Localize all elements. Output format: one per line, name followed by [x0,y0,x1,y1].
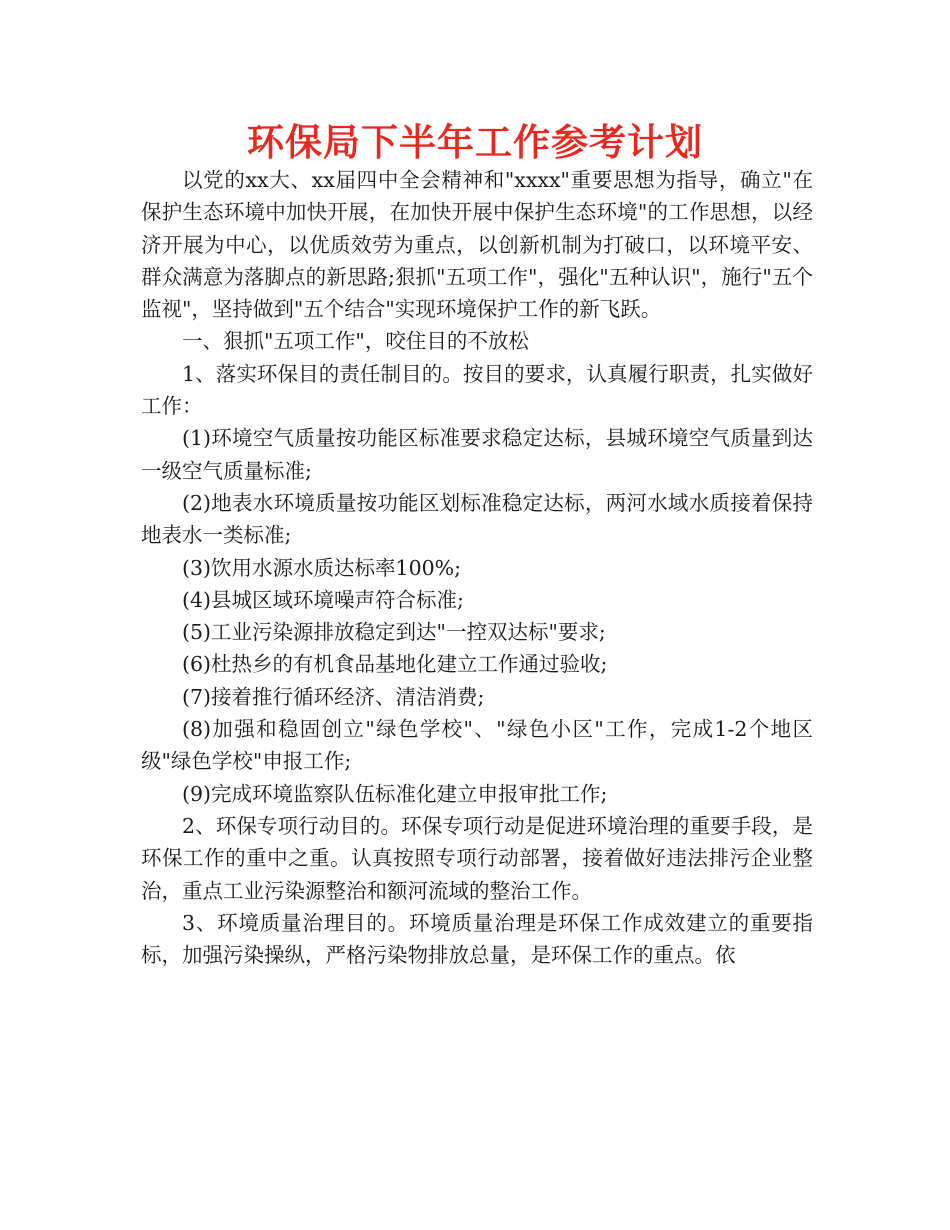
document-body [141,164,813,971]
list-item: (6)杜热乡的有机食品基地化建立工作通过验收; [182,652,608,677]
document-title: 环保局下半年工作参考计划 [247,121,703,164]
list-item: (7)接着推行循环经济、清洁消费; [182,684,485,709]
list-item: (2)地表水环境质量按功能区划标准稳定达标，两河水域水质接着保持地表水一类标准; [141,490,813,548]
paragraph-item-1: 1、落实环保目的责任制目的。按目的要求，认真履行职责，扎实做好工作： [141,361,813,419]
list-item: (9)完成环境监察队伍标准化建立申报审批工作; [182,781,608,806]
paragraph-intro: 以党的xx大、xx届四中全会精神和"xxxx"重要思想为指导，确立"在保护生态环境中加快开展，在加快开展中保护生态环境"的工作思想，以经济开展为中心，以优质效劳为重点，以创新机制为打破口，以环境平安、群众满意为落脚点的新思路;狠抓"五项工作"，强化"五种认识"，施行"五个监视"，坚持做到"五个结合"实现环境保护工作的新飞跃。 [141,168,813,322]
list-item: (4)县城区域环境噪声符合标准; [182,587,464,612]
paragraph-item-3: 3、环境质量治理目的。环境质量治理是环保工作成效建立的重要指标，加强污染操纵，严格污染物排放总量，是环保工作的重点。依 [141,910,813,968]
section-heading-1: 一、狠抓"五项工作"，咬住目的不放松 [182,329,529,354]
paragraph-item-2: 2、环保专项行动目的。环保专项行动是促进环境治理的重要手段，是环保工作的重中之重。认真按照专项行动部署，接着做好违法排污企业整治，重点工业污染源整治和额河流域的整治工作。 [141,813,813,903]
list-item: (8)加强和稳固创立"绿色学校"、"绿色小区"工作，完成1-2个地区级"绿色学校"申报工作; [141,717,813,774]
list-item: (1)环境空气质量按功能区标准要求稳定达标，县城环境空气质量到达一级空气质量标准; [141,426,813,483]
list-item: (5)工业污染源排放稳定到达"一控双达标"要求; [182,620,606,645]
list-item: (3)饮用水源水质达标率100%; [182,555,462,580]
